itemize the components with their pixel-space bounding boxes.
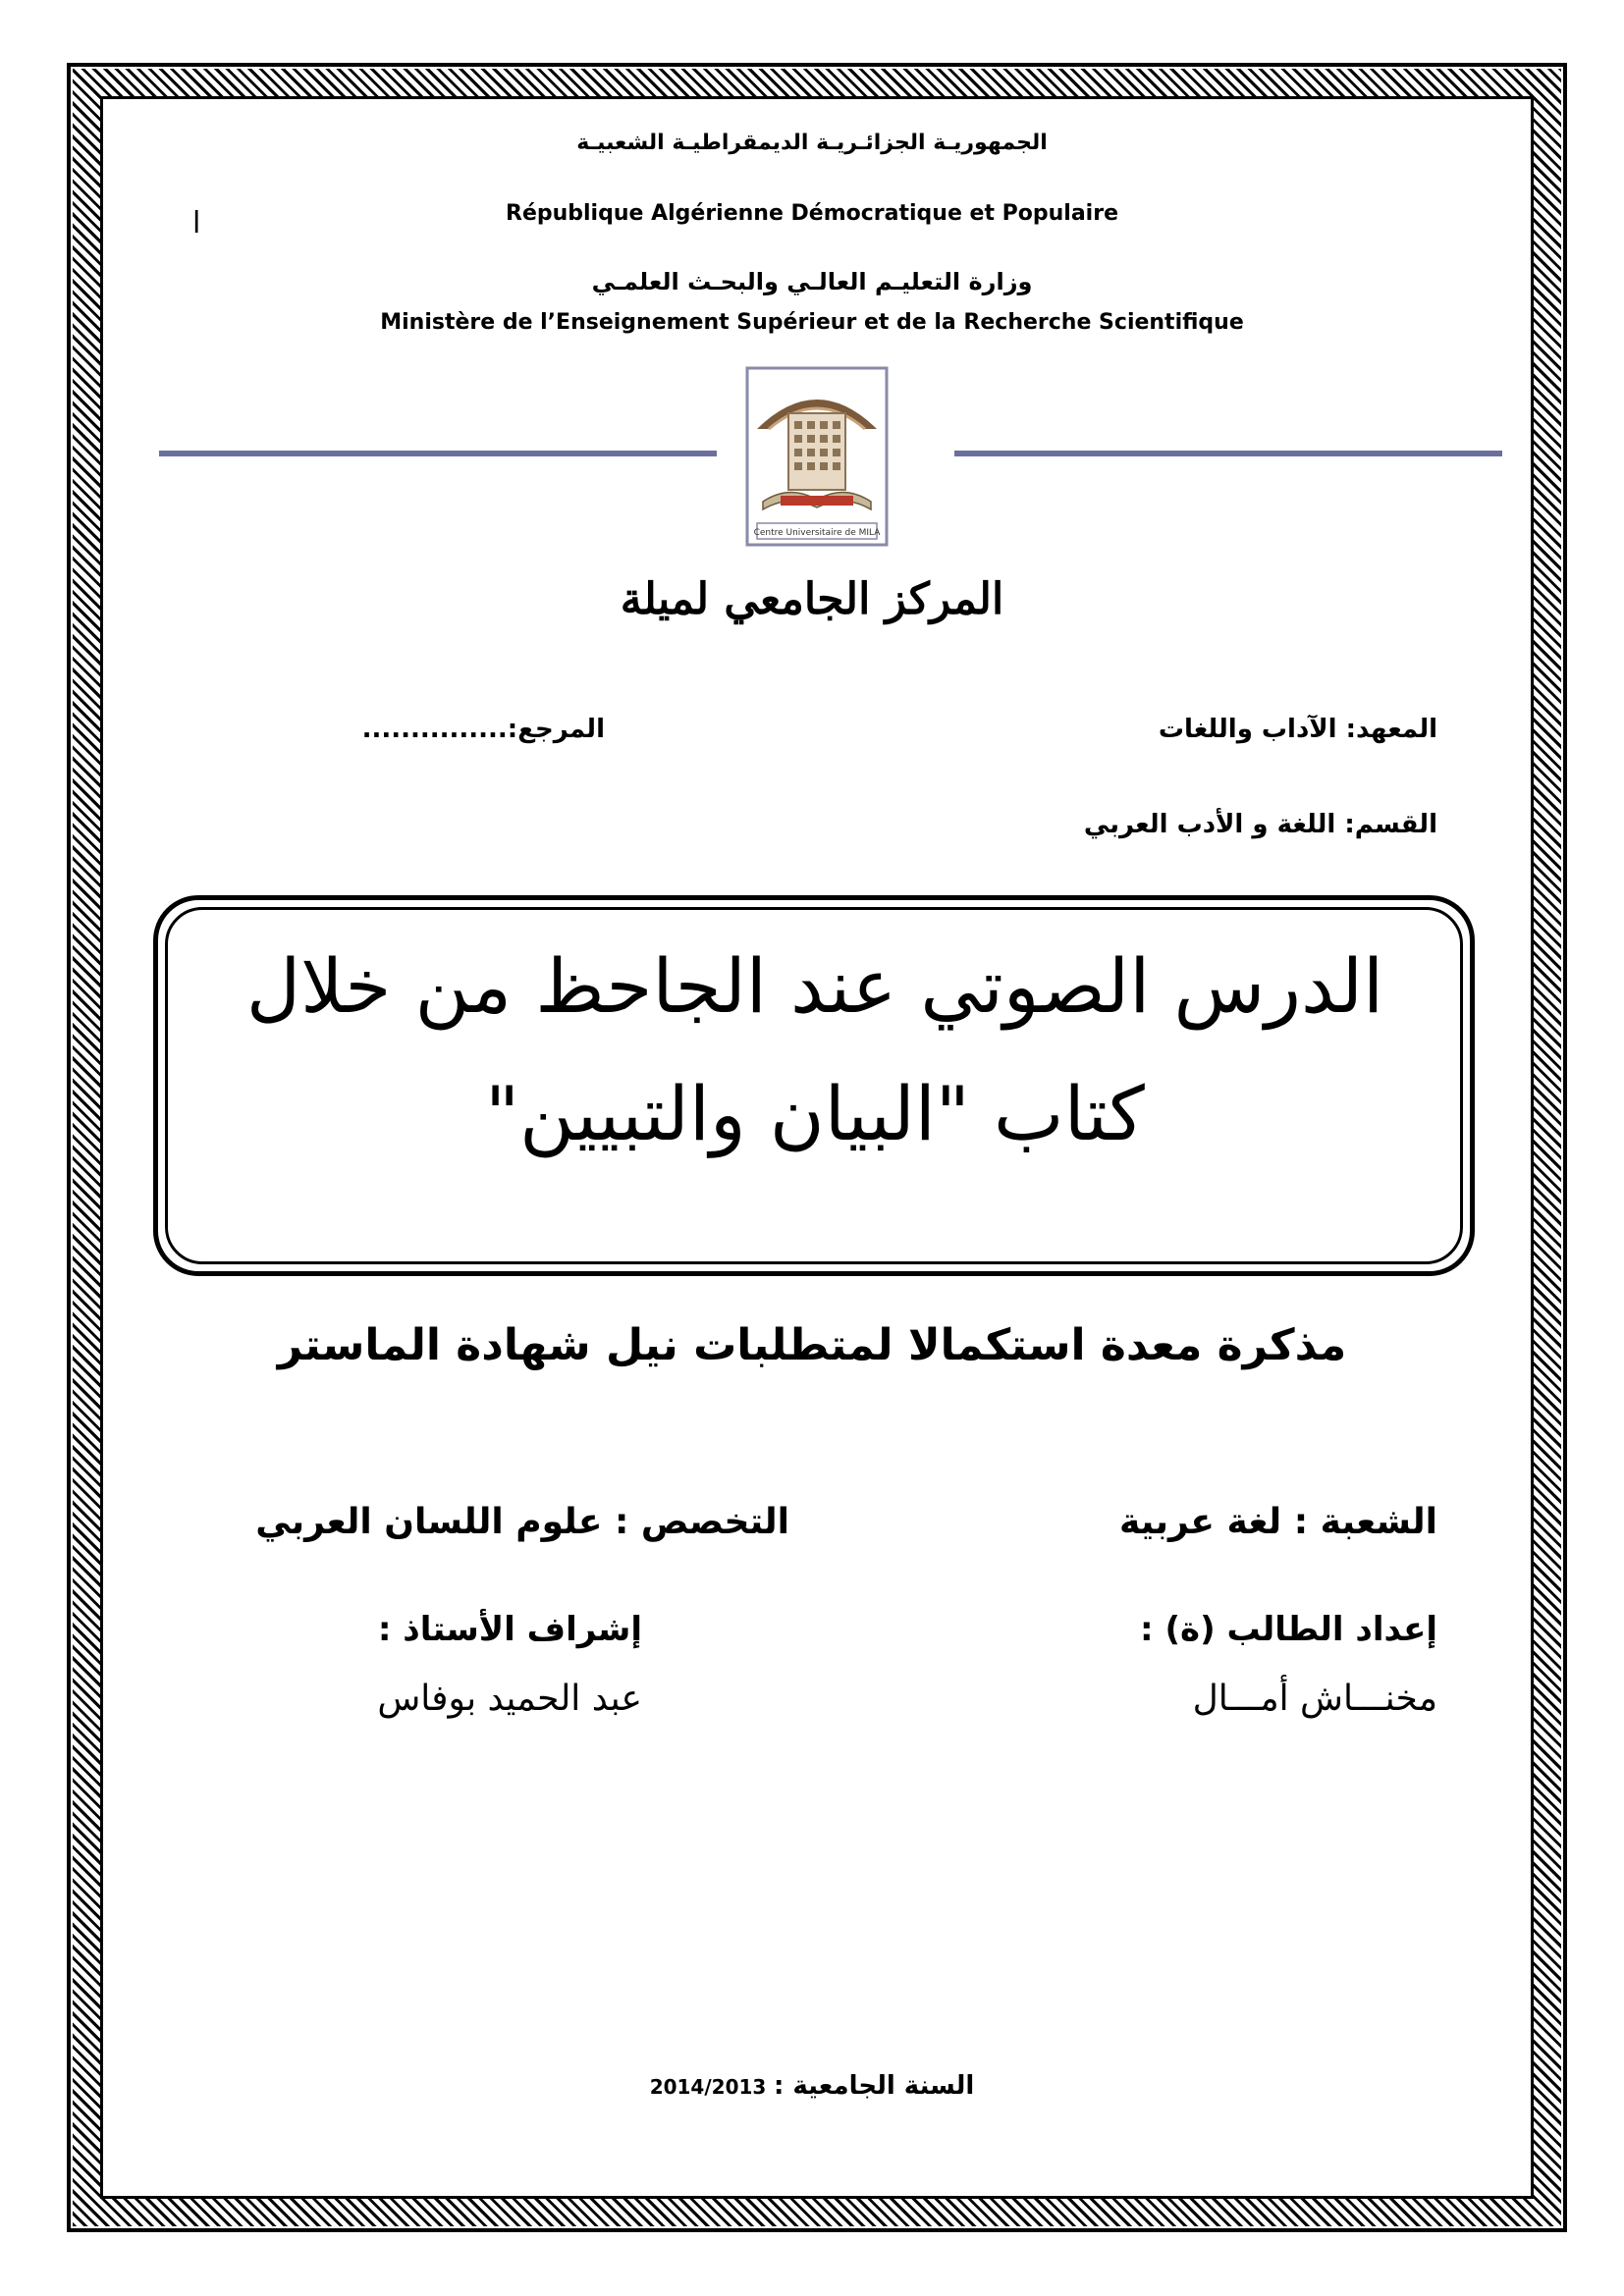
thesis-title-line1: الدرس الصوتي عند الجاحظ من خلال bbox=[245, 942, 1384, 1030]
thesis-title-line2: كتاب "البيان والتبيين" bbox=[485, 1070, 1145, 1157]
student-label: إعداد الطالب (ة) : bbox=[1140, 1610, 1437, 1649]
institution-name: المركز الجامعي لميلة bbox=[620, 574, 1004, 624]
ministry-french: Ministère de l’Enseignement Supérieur et de la Recherche Scientifique bbox=[380, 310, 1244, 335]
academic-year-label: السنة الجامعية : bbox=[773, 2071, 975, 2101]
institute-label: المعهد: الآداب واللغات bbox=[1158, 715, 1437, 744]
republic-french: République Algérienne Démocratique et Populaire bbox=[506, 201, 1118, 226]
specialty-label: التخصص : علوم اللسان العربي bbox=[255, 1502, 789, 1542]
department-label: القسم: اللغة و الأدب العربي bbox=[1083, 810, 1437, 839]
supervisor-label: إشراف الأستاذ : bbox=[377, 1610, 642, 1649]
divider-right bbox=[954, 451, 1502, 456]
branch-label: الشعبة : لغة عربية bbox=[1118, 1502, 1437, 1542]
supervisor-name: عبد الحميد بوفاس bbox=[377, 1679, 642, 1719]
svg-text:Centre Universitaire de MILA: Centre Universitaire de MILA bbox=[753, 528, 881, 538]
corner-mark: ا bbox=[192, 206, 201, 240]
thesis-subtitle: مذكرة معدة استكمالا لمتطلبات نيل شهادة الماستر bbox=[277, 1320, 1347, 1370]
reference-label: المرجع:............... bbox=[361, 715, 605, 744]
academic-year-value: 2014/2013 bbox=[649, 2075, 767, 2099]
academic-year bbox=[419, 2071, 1205, 2101]
student-name: مخنـــاش أمـــال bbox=[1192, 1679, 1437, 1719]
divider-left bbox=[159, 451, 717, 456]
university-logo bbox=[745, 366, 889, 547]
ministry-arabic: وزارة التعليـم العالـي والبحـث العلمـي bbox=[591, 268, 1033, 295]
republic-arabic: الجمهوريـة الجزائـريـة الديمقراطيـة الشعبيـة bbox=[576, 131, 1048, 155]
university-building-logo-icon bbox=[745, 366, 889, 547]
